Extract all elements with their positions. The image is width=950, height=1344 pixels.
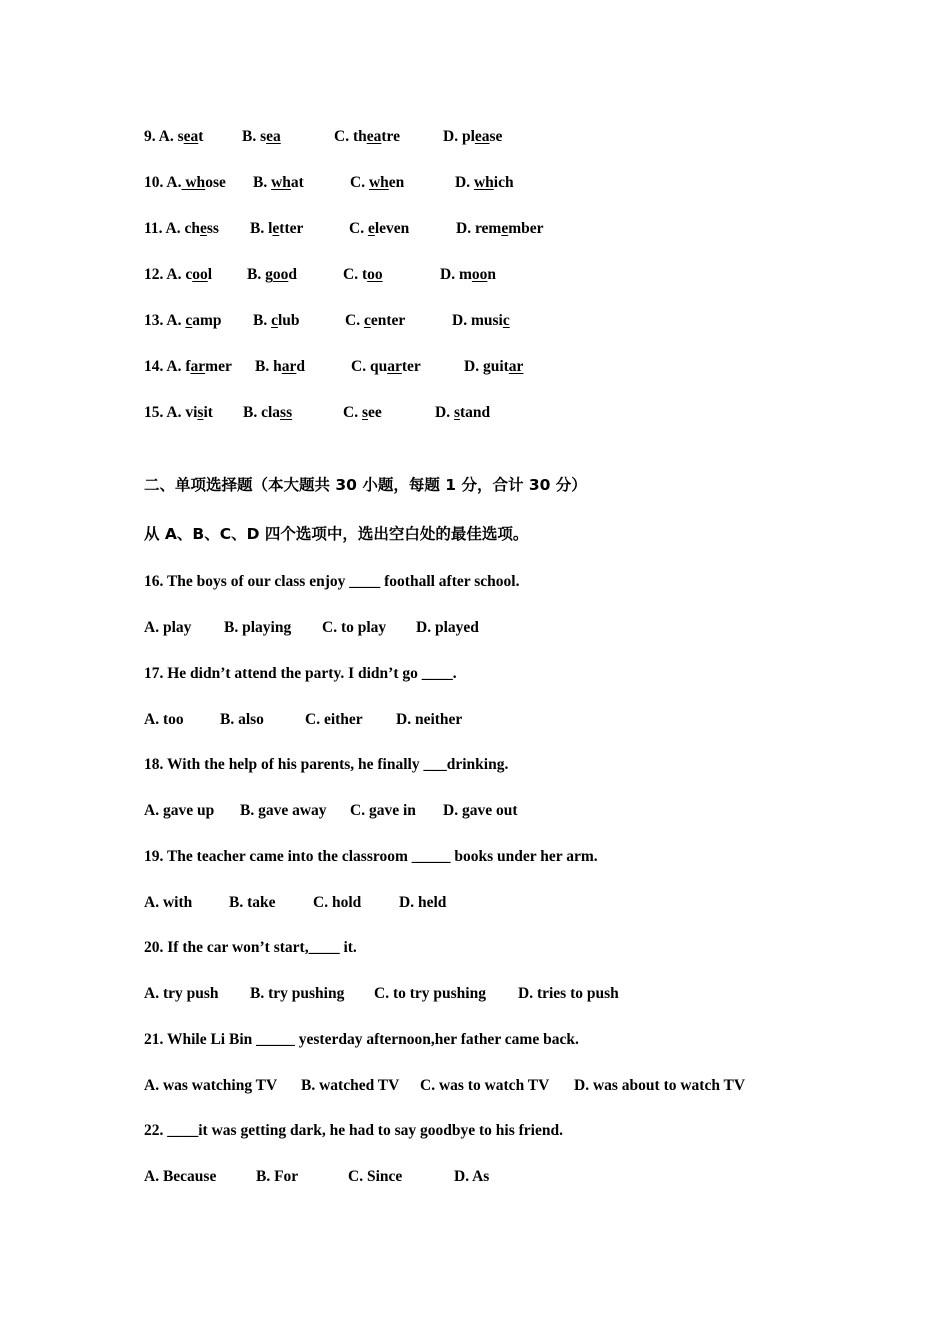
underlined-letters: ea [266,128,281,145]
answer-option[interactable]: A. gave up [144,802,215,819]
option-text: C. [345,312,364,329]
option-text: B. cla [243,404,281,421]
section-heading: 二、单项选择题（本大题共 30 小题，每题 1 分，合计 30 分） [144,476,587,494]
option-text: A. [166,312,186,329]
question-number: 9. [144,128,159,145]
question-stem: 19. The teacher came into the classroom _____ books under her arm. [144,848,598,865]
option-text: C. qu [351,358,388,375]
answer-option[interactable]: D. was about to watch TV [574,1077,746,1094]
answer-option[interactable]: C. gave in [350,802,416,819]
phonics-option [243,403,292,423]
option-text: it [203,404,213,421]
option-text: ee [368,404,382,421]
phonics-option [350,173,404,193]
question-stem: 20. If the car won’t start,____ it. [144,939,357,956]
answer-option[interactable]: B. gave away [240,802,327,819]
phonics-option [456,219,544,239]
option-text: C. [349,220,368,237]
answer-option[interactable]: A. play [144,619,192,636]
option-text: C. t [343,266,368,283]
underlined-letters: e [200,220,207,237]
underlined-letters: wh [473,174,494,191]
phonics-option [144,219,219,239]
answer-option[interactable]: D. held [399,894,447,911]
phonics-option [349,219,409,239]
option-text: n [487,266,496,283]
option-text: D. pl [443,128,475,145]
option-text: D. [455,174,474,191]
question-number: 14. [144,358,167,375]
underlined-letters: s [453,404,460,421]
phonics-option [247,265,297,285]
option-text: D. m [440,266,472,283]
option-text: mer [205,358,232,375]
underlined-letters: ar [508,358,524,375]
question-number: 13. [144,312,167,329]
answer-option[interactable]: A. try push [144,985,219,1002]
answer-option[interactable]: B. playing [224,619,292,636]
answer-option[interactable]: C. Since [348,1168,403,1185]
option-text: ich [493,174,514,191]
answer-option[interactable]: A. too [144,711,184,728]
option-text: d [296,358,305,375]
underlined-letters: oo [471,266,488,283]
option-text: mber [508,220,544,237]
phonics-option [452,311,510,331]
option-text: B. s [242,128,267,145]
option-text: D. musi [452,312,503,329]
underlined-letters: s [361,404,368,421]
section-instruction: 从 A、B、C、D 四个选项中，选出空白处的最佳选项。 [144,525,529,543]
answer-option[interactable]: A. with [144,894,193,911]
question-number: 15. [144,404,167,421]
phonics-option [255,357,305,377]
question-stem: 21. While Li Bin _____ yesterday afternoon,her father came back. [144,1031,579,1048]
option-text: D. rem [456,220,502,237]
underlined-letters: s [197,404,204,421]
phonics-option [253,173,304,193]
underlined-letters: e [272,220,280,237]
phonics-option [144,173,226,193]
phonics-option [343,403,382,423]
answer-option[interactable]: A. was watching TV [144,1077,278,1094]
option-text: ose [205,174,226,191]
answer-option[interactable]: C. either [305,711,363,728]
phonics-option [345,311,405,331]
option-text: C. [343,404,362,421]
option-text: A. f [166,358,191,375]
option-text: B. h [255,358,282,375]
phonics-option [144,403,213,423]
phonics-option [144,127,203,147]
option-text: tre [381,128,401,145]
phonics-option [144,357,232,377]
underlined-letters: e [501,220,509,237]
option-text: D. [435,404,454,421]
underlined-letters: wh [271,174,291,191]
option-text: t [198,128,204,145]
underlined-letters: ea [366,128,382,145]
underlined-letters: oo [367,266,383,283]
answer-option[interactable]: B. try pushing [250,985,345,1002]
question-stem: 22. ____it was getting dark, he had to say goodbye to his friend. [144,1122,563,1139]
answer-option[interactable]: B. take [229,894,276,911]
phonics-option [351,357,421,377]
option-text: B. l [250,220,273,237]
underlined-letters: ea [474,128,490,145]
phonics-option [242,127,281,147]
question-stem: 18. With the help of his parents, he finally ___drinking. [144,756,509,773]
option-text: D. guit [464,358,509,375]
option-text: se [489,128,503,145]
answer-option[interactable]: D. As [454,1168,490,1185]
question-number: 10. [144,174,167,191]
underlined-letters: oo [272,266,289,283]
answer-option[interactable]: D. neither [396,711,463,728]
option-text: A. ch [165,220,200,237]
underlined-letters: ar [190,358,206,375]
option-text: enter [370,312,406,329]
option-text: B. [253,174,272,191]
underlined-letters: ss [280,404,293,421]
underlined-letters: c [271,312,278,329]
phonics-option [144,311,222,331]
option-text: A. c [166,266,193,283]
answer-option[interactable]: C. hold [313,894,362,911]
question-number: 12. [144,266,167,283]
option-text: at [290,174,304,191]
underlined-letters: c [185,312,193,329]
answer-option[interactable]: D. tries to push [518,985,619,1002]
answer-option[interactable]: B. watched TV [301,1077,400,1094]
option-text: A. s [158,128,184,145]
underlined-letters: ar [281,358,297,375]
answer-option[interactable]: D. gave out [443,802,518,819]
underlined-letters: ea [183,128,199,145]
phonics-option [343,265,383,285]
phonics-option [464,357,523,377]
answer-option[interactable]: A. Because [144,1168,217,1185]
phonics-option [253,311,300,331]
option-text: lub [277,312,300,329]
underlined-letters: e [367,220,375,237]
phonics-option [250,219,303,239]
phonics-option [334,127,400,147]
answer-option[interactable]: B. also [220,711,264,728]
option-text: tter [279,220,304,237]
underlined-letters: ar [387,358,402,375]
phonics-option [144,265,212,285]
underlined-letters: wh [181,174,206,191]
phonics-option [440,265,496,285]
option-text: ter [401,358,421,375]
underlined-letters: c [363,312,371,329]
option-text: amp [192,312,222,329]
option-text: l [207,266,213,283]
question-stem: 17. He didn’t attend the party. I didn’t go ____. [144,665,457,682]
option-text: C. th [334,128,367,145]
option-text: en [388,174,405,191]
phonics-option [435,403,490,423]
option-text: ss [206,220,219,237]
underlined-letters: wh [368,174,389,191]
answer-option[interactable]: B. For [256,1168,299,1185]
option-text: C. [350,174,369,191]
answer-option[interactable]: C. to try pushing [374,985,486,1002]
answer-option[interactable]: C. was to watch TV [420,1077,550,1094]
question-number: 11. [144,220,166,237]
option-text: leven [374,220,410,237]
option-text: A. vi [166,404,198,421]
option-text: A. [166,174,182,191]
option-text: d [288,266,297,283]
question-stem: 16. The boys of our class enjoy ____ foothall after school. [144,573,520,590]
underlined-letters: c [502,312,510,329]
option-text: B. [253,312,272,329]
option-text: B. g [247,266,273,283]
phonics-option [443,127,502,147]
phonics-option [455,173,514,193]
underlined-letters: oo [192,266,208,283]
answer-option[interactable]: D. played [416,619,479,636]
answer-option[interactable]: C. to play [322,619,387,636]
option-text: tand [460,404,491,421]
